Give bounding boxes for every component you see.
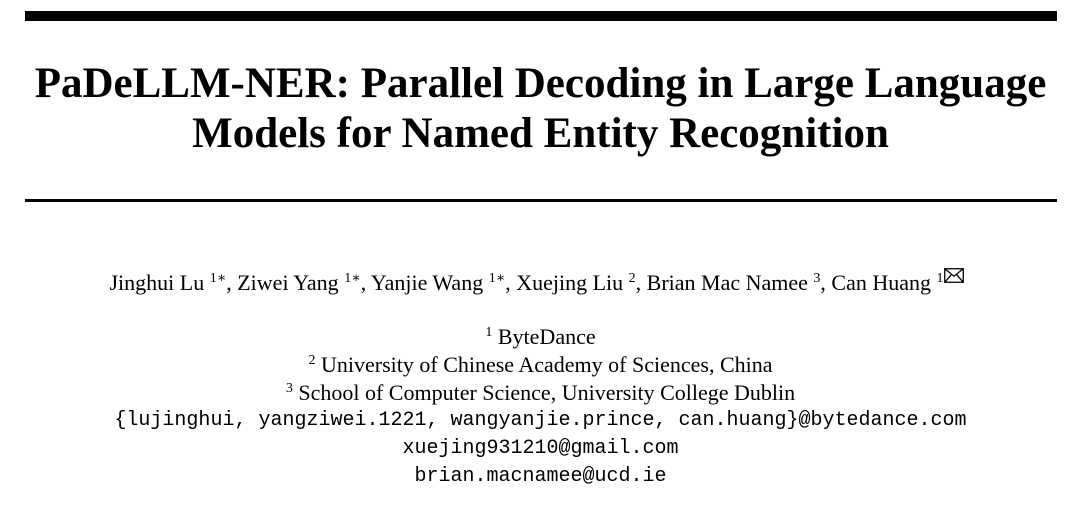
author-affiliation-mark: 1∗ xyxy=(209,271,227,286)
affiliation-line xyxy=(0,323,1073,351)
title-line-2: Models for Named Entity Recognition xyxy=(192,110,889,157)
author-affiliation-mark: 2 xyxy=(628,271,636,286)
author-name: Jinghui Lu xyxy=(109,270,205,295)
author-affiliation-mark: 1∗ xyxy=(488,271,506,286)
paper-title xyxy=(0,59,1073,159)
affiliation-mark: 1 xyxy=(485,325,493,340)
author-name: Ziwei Yang xyxy=(237,270,339,295)
affiliation-mark: 2 xyxy=(308,353,316,368)
author-separator: , xyxy=(635,270,647,295)
author-name: Brian Mac Namee xyxy=(646,270,808,295)
affiliation-block xyxy=(0,323,1073,491)
author-name: Can Huang xyxy=(831,270,932,295)
author-name: Yanjie Wang xyxy=(370,270,484,295)
affiliation-mark: 3 xyxy=(285,381,293,396)
title-line-1: PaDeLLM-NER: Parallel Decoding in Large Language xyxy=(34,60,1047,107)
title-bottom-rule xyxy=(25,199,1057,202)
author-affiliation-mark: 1∗ xyxy=(344,271,361,286)
author-separator: , xyxy=(360,270,371,295)
author-separator: , xyxy=(226,270,238,295)
email-line[interactable]: {lujinghui, yangziwei.1221, wangyanjie.prince, can.huang}@bytedance.com xyxy=(114,409,967,432)
email-line[interactable]: xuejing931210@gmail.com xyxy=(402,437,679,460)
author-list xyxy=(0,267,1073,299)
affiliation-name: ByteDance xyxy=(497,324,596,349)
author-name: Xuejing Liu xyxy=(516,270,624,295)
author-affiliation-mark: 3 xyxy=(813,271,821,286)
author-separator: , xyxy=(820,270,832,295)
affiliation-line xyxy=(0,351,1073,379)
envelope-icon xyxy=(944,268,964,283)
author-affiliation-mark: 1 xyxy=(936,271,944,286)
affiliation-line xyxy=(0,379,1073,407)
email-line[interactable]: brian.macnamee@ucd.ie xyxy=(414,465,667,488)
top-rule xyxy=(25,11,1057,21)
affiliation-name: University of Chinese Academy of Sciences, China xyxy=(320,352,773,377)
affiliation-name: School of Computer Science, University College Dublin xyxy=(298,380,796,405)
author-separator: , xyxy=(505,270,517,295)
